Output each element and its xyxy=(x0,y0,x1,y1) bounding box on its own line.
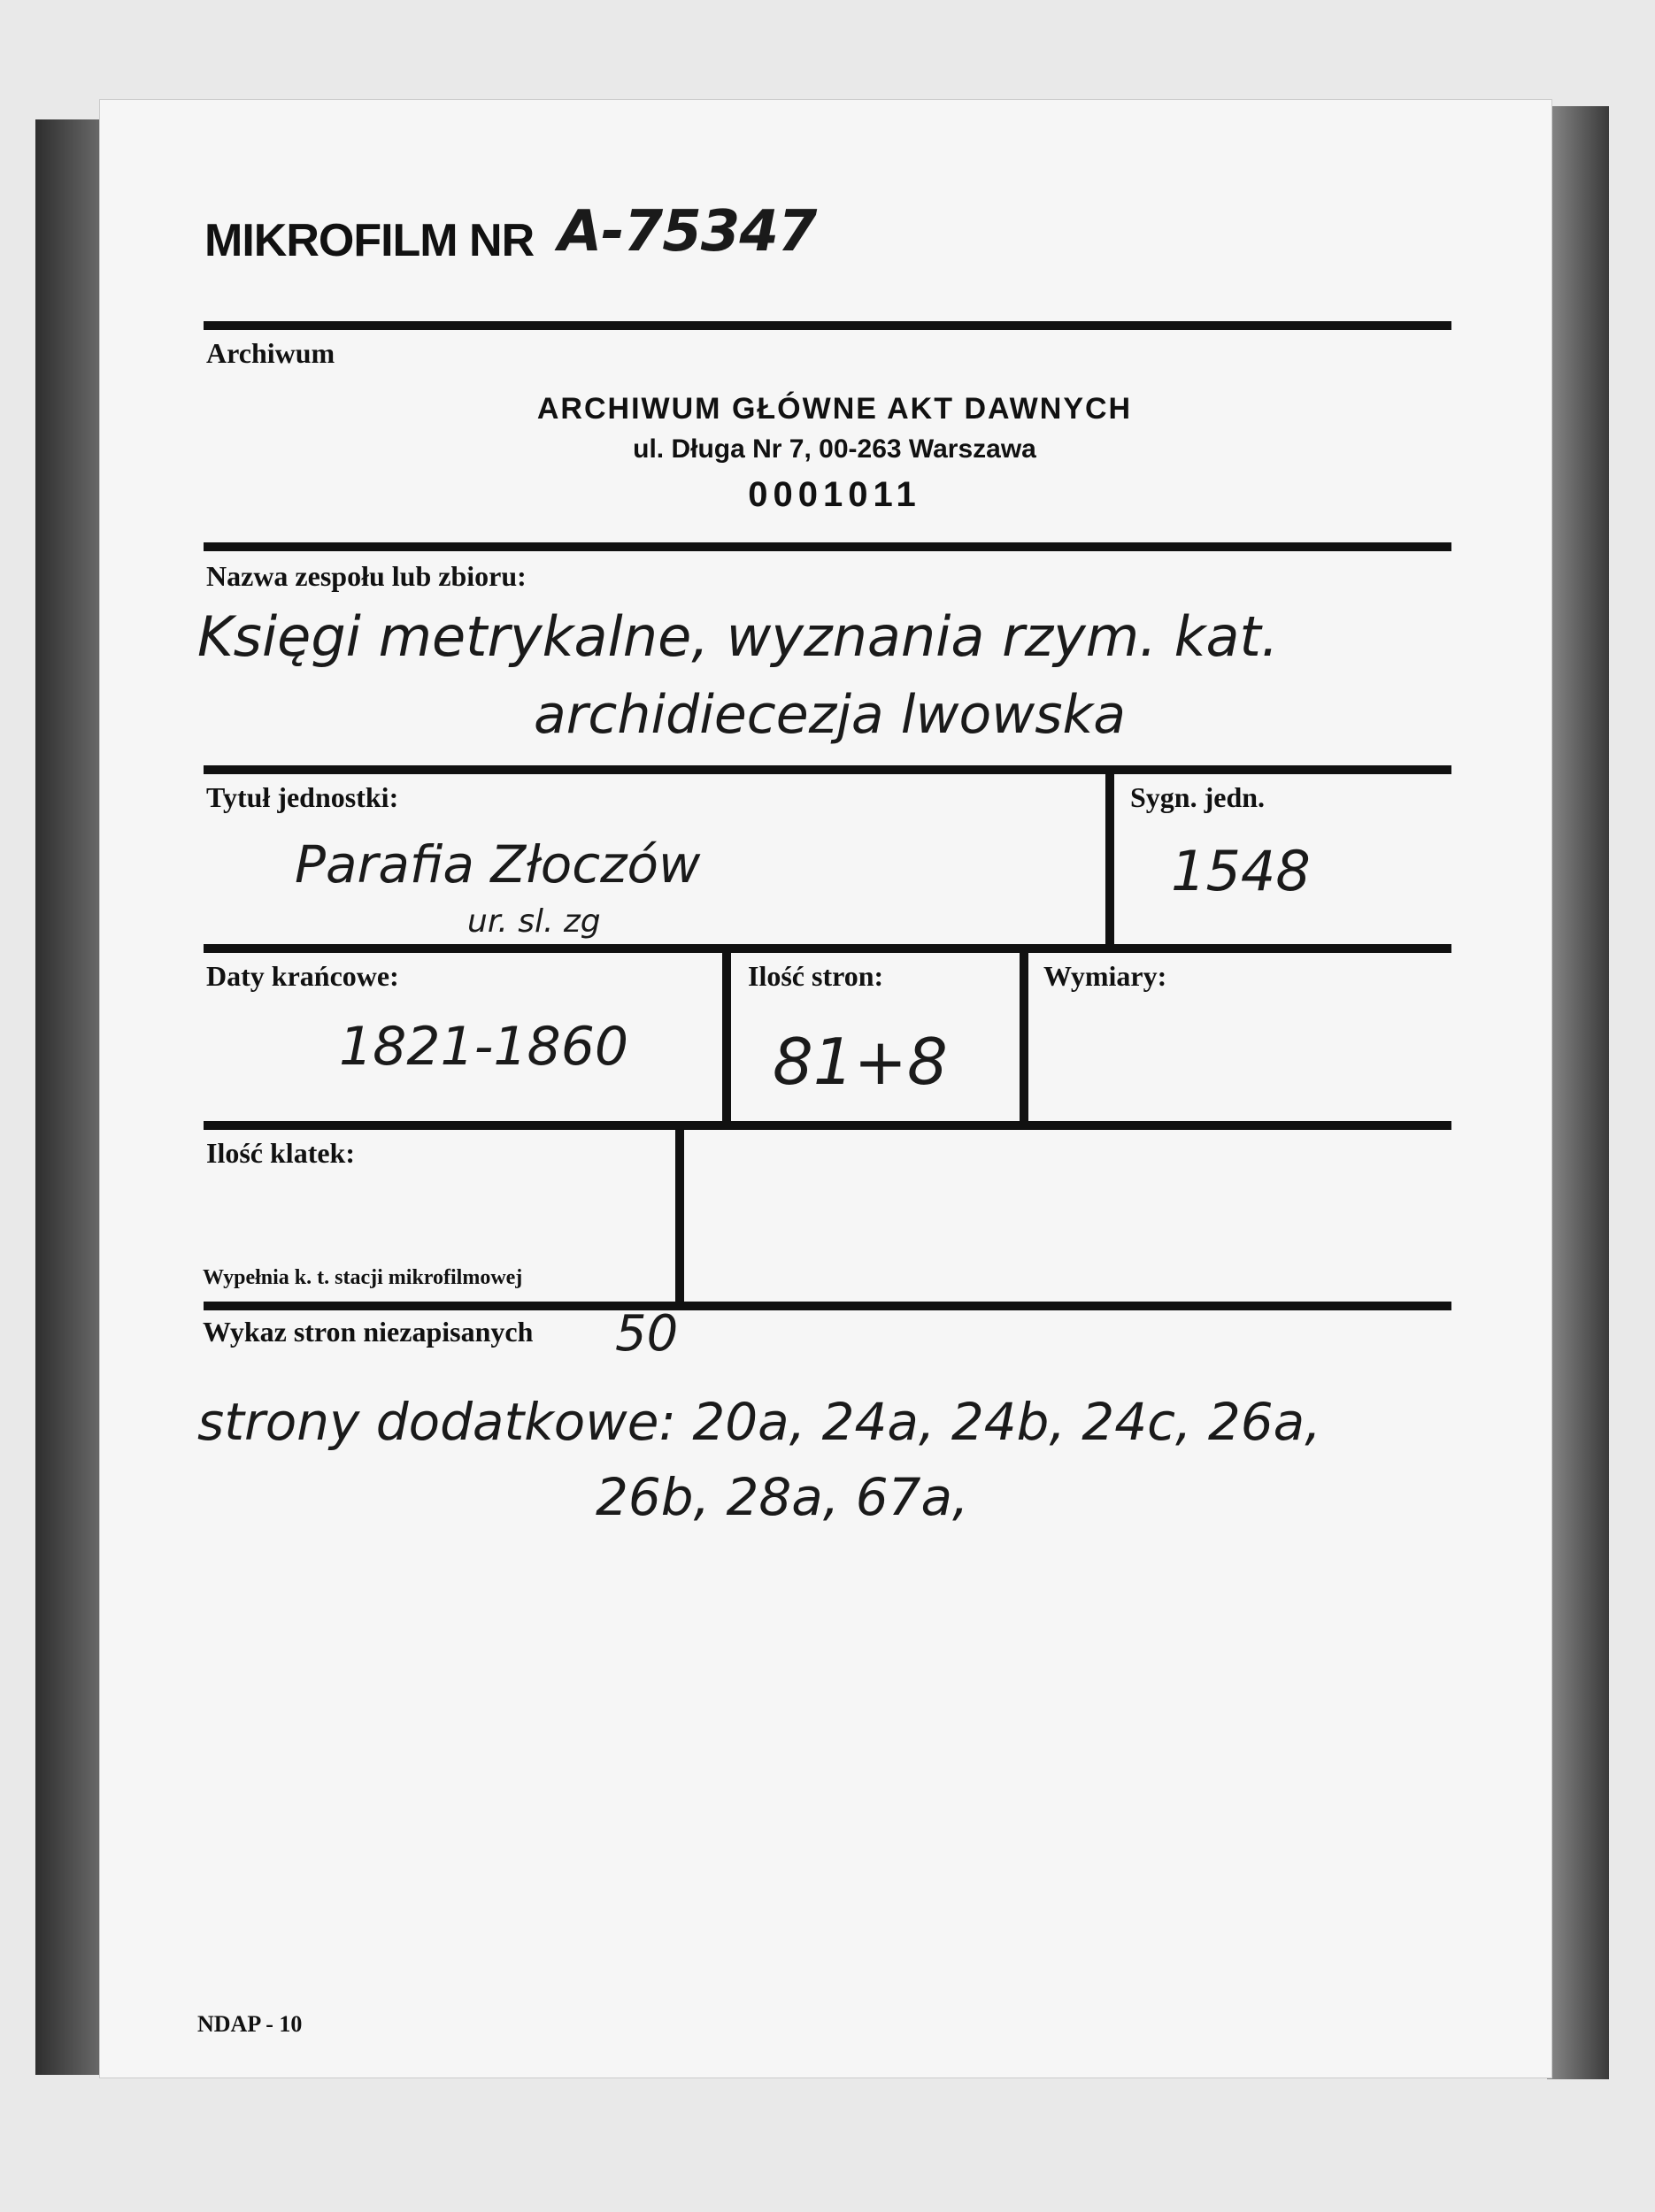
dates-label: Daty krańcowe: xyxy=(206,960,399,992)
microfilm-number: A-75347 xyxy=(558,199,817,265)
divider-frames xyxy=(675,1125,684,1310)
dimensions-label: Wymiary: xyxy=(1043,960,1167,992)
divider-pages xyxy=(1020,948,1028,1121)
archive-stamp-line2: ul. Długa Nr 7, 00-263 Warszawa xyxy=(633,434,1036,464)
dates-value: 1821-1860 xyxy=(339,1016,629,1078)
fond-value-line2: archidiecezja lwowska xyxy=(534,684,1126,746)
rule-6 xyxy=(204,1302,1451,1310)
unit-value: Parafia Złoczów xyxy=(295,834,701,895)
rule-1 xyxy=(204,321,1451,330)
fond-label: Nazwa zespołu lub zbioru: xyxy=(206,560,527,592)
frames-note: Wypełnia k. t. stacji mikrofilmowej xyxy=(203,1266,523,1289)
scan-edge-right xyxy=(1547,106,1609,2079)
card-title xyxy=(204,199,817,270)
rule-4 xyxy=(204,944,1451,953)
rule-5 xyxy=(204,1121,1451,1130)
blank-pages-label: Wykaz stron niezapisanych xyxy=(203,1316,534,1348)
rule-2 xyxy=(204,542,1451,551)
frames-label: Ilość klatek: xyxy=(206,1137,355,1169)
pages-value: 81+8 xyxy=(773,1025,948,1099)
extra-pages-line2: 26b, 28a, 67a, xyxy=(596,1467,969,1527)
scan-edge-left xyxy=(35,119,102,2075)
signature-label: Sygn. jedn. xyxy=(1130,781,1266,813)
card-title-label: MIKROFILM NR xyxy=(204,215,535,266)
rule-3 xyxy=(204,765,1451,774)
archive-stamp-line3: 0001011 xyxy=(748,475,921,514)
unit-note: ur. sl. zg xyxy=(467,903,601,940)
pages-label: Ilość stron: xyxy=(748,960,884,992)
unit-label: Tytuł jednostki: xyxy=(206,781,399,813)
signature-value: 1548 xyxy=(1171,839,1311,903)
divider-signature xyxy=(1105,769,1114,944)
fond-value-line1: Księgi metrykalne, wyznania rzym. kat. xyxy=(197,604,1279,669)
form-code: NDAP - 10 xyxy=(197,2011,303,2037)
microfilm-card xyxy=(99,99,1552,2078)
divider-dates xyxy=(722,948,731,1121)
extra-pages-line1: strony dodatkowe: 20a, 24a, 24b, 24c, 26a, xyxy=(197,1392,1321,1452)
blank-pages-value: 50 xyxy=(615,1305,679,1363)
archive-label: Archiwum xyxy=(206,337,335,369)
archive-stamp-line1: ARCHIWUM GŁÓWNE AKT DAWNYCH xyxy=(536,392,1133,426)
